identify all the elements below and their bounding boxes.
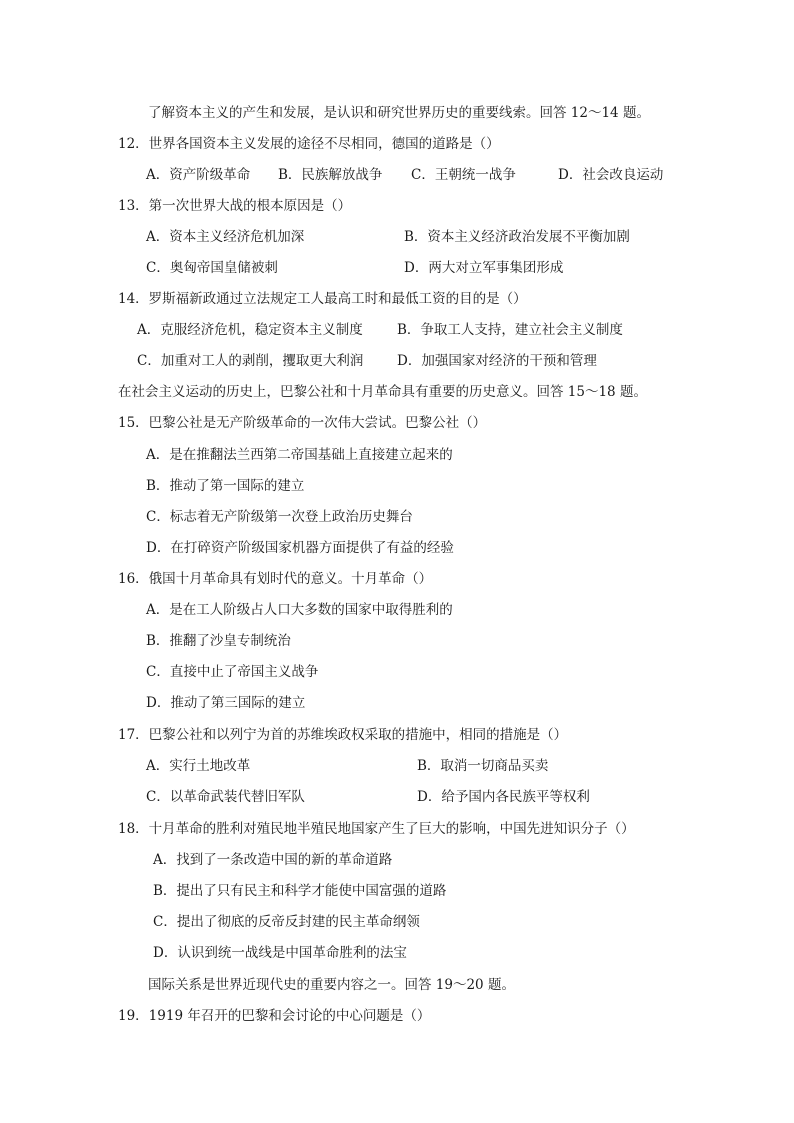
question-17-option-a: A．实行土地改革 [146, 758, 251, 774]
question-12-option-a: A．资产阶级革命 [146, 167, 251, 183]
question-18-option-a: A．找到了一条改造中国的新的革命道路 [153, 852, 393, 868]
question-12-option-c: C．王朝统一战争 [411, 167, 516, 183]
question-17-option-d: D．给予国内各民族平等权利 [417, 789, 590, 805]
question-18-option-b: B．提出了只有民主和科学才能使中国富强的道路 [153, 883, 447, 899]
question-14-option-a: A．克服经济危机，稳定资本主义制度 [137, 322, 363, 338]
question-19-stem: 19．1919 年召开的巴黎和会讨论的中心问题是（） [118, 1008, 431, 1024]
question-16-option-a: A．是在工人阶级占人口大多数的国家中取得胜利的 [146, 602, 453, 618]
question-16-option-d: D．推动了第三国际的建立 [146, 695, 306, 711]
question-13-option-b: B．资本主义经济政治发展不平衡加剧 [404, 229, 630, 245]
section-intro-capitalism: 了解资本主义的产生和发展，是认识和研究世界历史的重要线索。回答 12～14 题。 [148, 105, 650, 121]
question-14-option-b: B．争取工人支持，建立社会主义制度 [397, 322, 623, 338]
question-17-option-b: B．取消一切商品买卖 [417, 758, 549, 774]
question-15-option-c: C．标志着无产阶级第一次登上政治历史舞台 [146, 509, 413, 525]
question-18-option-c: C．提出了彻底的反帝反封建的民主革命纲领 [153, 914, 420, 930]
section-intro-socialism: 在社会主义运动的历史上，巴黎公社和十月革命具有重要的历史意义。回答 15～18 题。 [118, 384, 647, 400]
question-16-stem: 16．俄国十月革命具有划时代的意义。十月革命（） [118, 571, 433, 587]
question-13-stem: 13．第一次世界大战的根本原因是（） [118, 198, 352, 214]
question-16-option-c: C．直接中止了帝国主义战争 [146, 664, 319, 680]
question-15-option-a: A．是在推翻法兰西第二帝国基础上直接建立起来的 [146, 447, 453, 463]
question-15-stem: 15．巴黎公社是无产阶级革命的一次伟大尝试。巴黎公社（） [118, 415, 487, 431]
question-15-option-d: D．在打碎资产阶级国家机器方面提供了有益的经验 [146, 540, 454, 556]
question-14-option-c: C．加重对工人的剥削，攫取更大利润 [137, 353, 364, 369]
question-16-option-b: B．推翻了沙皇专制统治 [146, 633, 291, 649]
question-12-stem: 12．世界各国资本主义发展的途径不尽相同，德国的道路是（） [118, 136, 500, 152]
section-intro-international-relations: 国际关系是世界近现代史的重要内容之一。回答 19～20 题。 [148, 977, 515, 993]
question-18-option-d: D．认识到统一战线是中国革命胜利的法宝 [153, 945, 407, 961]
question-17-stem: 17．巴黎公社和以列宁为首的苏维埃政权采取的措施中，相同的措施是（） [118, 727, 568, 743]
question-17-option-c: C．以革命武装代替旧军队 [146, 789, 305, 805]
question-14-option-d: D．加强国家对经济的干预和管理 [397, 353, 597, 369]
question-13-option-a: A．资本主义经济危机加深 [146, 229, 305, 245]
question-12-option-b: B．民族解放战争 [278, 167, 383, 183]
question-13-option-c: C．奥匈帝国皇储被刺 [146, 260, 278, 276]
question-18-stem: 18．十月革命的胜利对殖民地半殖民地国家产生了巨大的影响，中国先进知识分子（） [118, 821, 635, 837]
question-13-option-d: D．两大对立军事集团形成 [404, 260, 564, 276]
question-15-option-b: B．推动了第一国际的建立 [146, 478, 305, 494]
question-14-stem: 14．罗斯福新政通过立法规定工人最高工时和最低工资的目的是（） [118, 291, 527, 307]
question-12-option-d: D．社会改良运动 [558, 167, 664, 183]
